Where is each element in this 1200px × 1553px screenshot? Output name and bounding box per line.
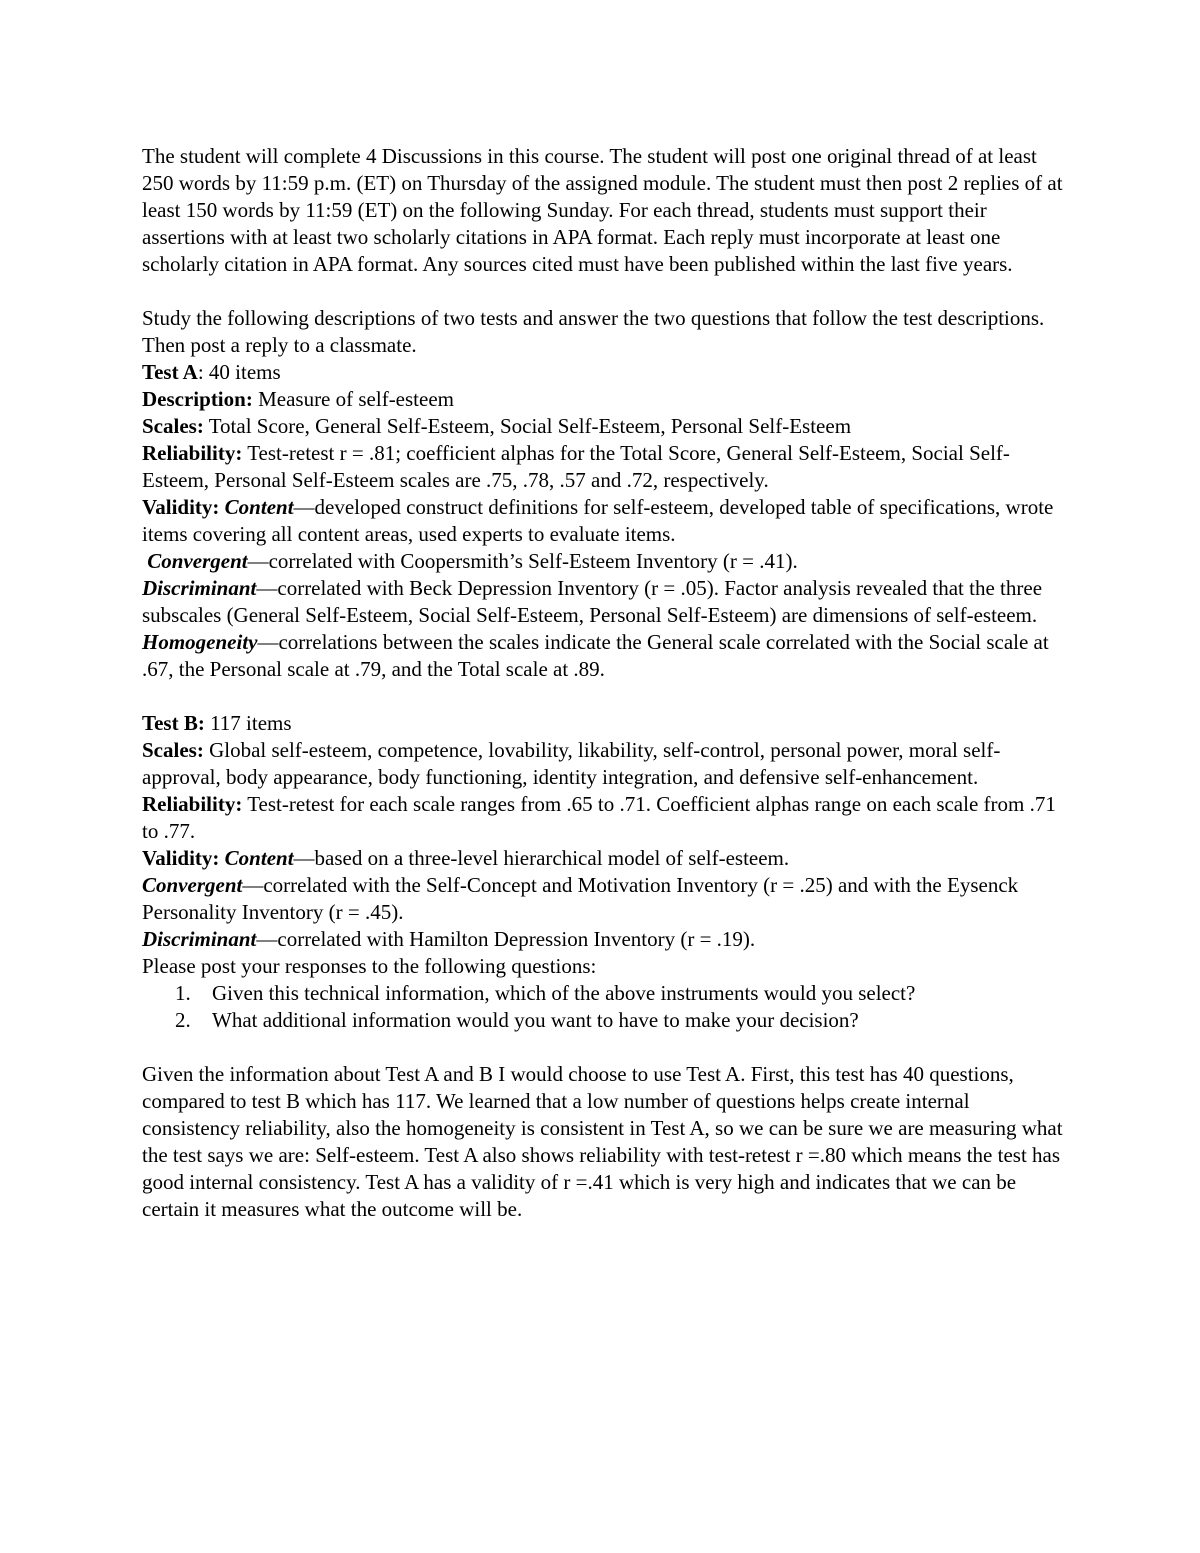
question-text: What additional information would you want to have to make your decision? — [212, 1008, 859, 1032]
test-a-homogeneity — [142, 629, 1072, 683]
test-a-scales — [142, 413, 1072, 440]
test-a-reliability-label: Reliability: — [142, 441, 243, 465]
test-a-scales-label: Scales: — [142, 414, 204, 438]
test-a-reliability — [142, 440, 1072, 494]
answer-paragraph: Given the information about Test A and B I would choose to use Test A. First, this test has 40 questions, compared to test B which has 117. We learned that a low number of questions helps create internal consistency reliability, also the homogeneity is consistent in Test A, so we can be sure we are measuring what the test says we are: Self-esteem. Test A also shows reliability with test-retest r =.80 which means the test has good internal consistency. Test A has a validity of r =.41 which is very high and indicates that we can be certain it measures what the outcome will be. — [142, 1062, 1063, 1221]
question-item — [142, 1007, 1072, 1034]
test-a-description — [142, 386, 1072, 413]
test-b-reliability — [142, 791, 1072, 845]
test-a-title-value: : 40 items — [197, 360, 281, 384]
test-a-discriminant-value: —correlated with Beck Depression Inventory (r = .05). Factor analysis revealed that the three subscales (General Self-Esteem, Social Self-Esteem, Personal Self-Esteem) are dimensions of self-esteem. — [142, 576, 1043, 627]
test-a-title-label: Test A — [142, 360, 198, 384]
question-number: 1. — [175, 981, 191, 1005]
test-b-discriminant-value: —correlated with Hamilton Depression Inventory (r = .19). — [256, 927, 756, 951]
test-b-reliability-label: Reliability: — [142, 792, 243, 816]
test-b-reliability-value: Test-retest for each scale ranges from .65 to .71. Coefficient alphas range on each scale from .71 to .77. — [142, 792, 1056, 843]
instructions-paragraph: Study the following descriptions of two tests and answer the two questions that follow the test descriptions. Then post a reply to a classmate. — [142, 306, 1045, 357]
test-b-discriminant-label: Discriminant — [142, 927, 257, 951]
test-a-homogeneity-label: Homogeneity — [142, 630, 258, 654]
test-a-discriminant — [142, 575, 1072, 629]
test-a-description-value: Measure of self-esteem — [252, 387, 454, 411]
test-b-discriminant — [142, 926, 1072, 953]
test-a-content-label: Content — [224, 495, 294, 519]
question-number: 2. — [175, 1008, 191, 1032]
test-b-validity-label: Validity: — [142, 846, 220, 870]
test-a-discriminant-label: Discriminant — [142, 576, 257, 600]
intro-paragraph: The student will complete 4 Discussions in this course. The student will post one original thread of at least 250 words by 11:59 p.m. (ET) on Thursday of the assigned module. The student must then post 2 replies of at least 150 words by 11:59 (ET) on the following Sunday. For each thread, students must support their assertions with at least two scholarly citations in APA format. Each reply must incorporate at least one scholarly citation in APA format. Any sources cited must have been published within the last five years. — [142, 144, 1063, 276]
test-a-convergent — [142, 548, 1072, 575]
test-b-convergent — [142, 872, 1072, 926]
questions-list — [142, 980, 1072, 1034]
test-b-validity-content — [142, 845, 1072, 872]
test-b-scales — [142, 737, 1072, 791]
test-a-content-value: —developed construct definitions for self-esteem, developed table of specifications, wrote items covering all content areas, used experts to evaluate items. — [142, 495, 1054, 546]
test-b-title — [142, 710, 1072, 737]
test-b-scales-value: Global self-esteem, competence, lovability, likability, self-control, personal power, moral self-approval, body appearance, body functioning, identity integration, and defensive self-enhancement. — [142, 738, 1001, 789]
paragraph-gap — [142, 1034, 1072, 1061]
document-body — [142, 143, 1072, 1223]
test-b-convergent-label: Convergent — [142, 873, 243, 897]
test-a-description-label: Description: — [142, 387, 253, 411]
test-b-convergent-value: —correlated with the Self-Concept and Motivation Inventory (r = .25) and with the Eysenck Personality Inventory (r = .45). — [142, 873, 1019, 924]
test-a-title — [142, 359, 1072, 386]
test-b-scales-label: Scales: — [142, 738, 204, 762]
question-item — [142, 980, 1072, 1007]
test-a-scales-value: Total Score, General Self-Esteem, Social Self-Esteem, Personal Self-Esteem — [203, 414, 852, 438]
question-text: Given this technical information, which of the above instruments would you select? — [212, 981, 916, 1005]
paragraph-gap — [142, 278, 1072, 305]
test-b-title-label: Test B: — [142, 711, 205, 735]
test-a-validity-content — [142, 494, 1072, 548]
test-a-convergent-value: —correlated with Coopersmith’s Self-Esteem Inventory (r = .41). — [247, 549, 798, 573]
test-b-title-value: 117 items — [204, 711, 292, 735]
test-a-homogeneity-value: —correlations between the scales indicate the General scale correlated with the Social scale at .67, the Personal scale at .79, and the Total scale at .89. — [142, 630, 1049, 681]
test-a-reliability-value: Test-retest r = .81; coefficient alphas for the Total Score, General Self-Esteem, Social Self-Esteem, Personal Self-Esteem scales are .75, .78, .57 and .72, respectively. — [142, 441, 1010, 492]
paragraph-gap — [142, 683, 1072, 710]
test-a-validity-label: Validity: — [142, 495, 220, 519]
test-a-convergent-label: Convergent — [147, 549, 248, 573]
test-b-content-value: —based on a three-level hierarchical model of self-esteem. — [293, 846, 790, 870]
questions-intro: Please post your responses to the following questions: — [142, 954, 597, 978]
test-b-content-label: Content — [224, 846, 294, 870]
